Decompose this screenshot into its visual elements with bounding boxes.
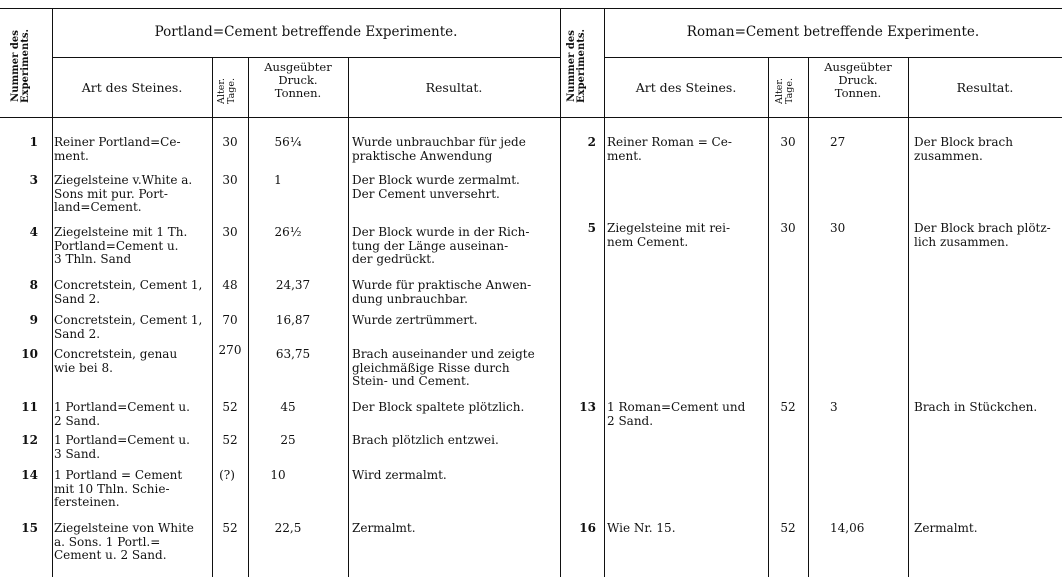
- experiment-number: 8: [29, 278, 38, 292]
- number-column-header-right: Nummer des Experiments.: [566, 29, 587, 103]
- experiment-number: 10: [21, 347, 38, 361]
- experiment-number: 14: [21, 468, 38, 482]
- stone-type: 1 Portland=Cement u. 3 Sand.: [54, 433, 190, 461]
- age-days: 30: [222, 225, 238, 239]
- column-rule: [348, 57, 349, 577]
- experiment-number-right: 16: [579, 521, 596, 535]
- pressure-tons: 56¼: [274, 135, 302, 149]
- age-column-header-right: Alter. Tage.: [774, 78, 795, 104]
- age-days: 70: [222, 313, 238, 327]
- pressure-column-header: Ausgeübter Druck. Tonnen.: [264, 60, 332, 100]
- stone-type: Concretstein, Cement 1, Sand 2.: [54, 313, 203, 341]
- experiment-number: 9: [29, 313, 38, 327]
- result-text: Der Block wurde in der Rich- tung der Länge auseinan- der gedrückt.: [352, 225, 530, 266]
- column-rule: [768, 57, 769, 577]
- age-days-right: 52: [780, 400, 796, 414]
- number-column-header: Nummer des Experiments.: [10, 29, 31, 103]
- age-days: (?): [219, 468, 235, 482]
- stone-type: Ziegelsteine von White a. Sons. 1 Portl.= Cement u. 2 Sand.: [54, 521, 194, 562]
- portland-group-title: Portland=Cement betreffende Experimente.: [154, 24, 458, 40]
- column-rule: [908, 57, 909, 577]
- stone-column-header-right: Art des Steines.: [635, 80, 737, 95]
- stone-column-header: Art des Steines.: [81, 80, 183, 95]
- result-text: Brach auseinander und zeigte gleichmäßige Risse durch Stein- und Cement.: [352, 347, 535, 388]
- stone-type: Ziegelsteine mit 1 Th. Portland=Cement u. 3 Thln. Sand: [54, 225, 188, 266]
- pressure-tons: 16,87: [275, 313, 311, 327]
- group-header-rule: [52, 57, 560, 58]
- experiment-number-right: 2: [587, 135, 596, 149]
- stone-type: Reiner Portland=Ce- ment.: [54, 135, 181, 163]
- age-days-right: 52: [780, 521, 796, 535]
- pressure-tons-right: 3: [830, 400, 838, 414]
- result-text: Wurde zertrümmert.: [352, 313, 478, 327]
- age-days: 270: [218, 343, 242, 357]
- result-text: Wird zermalmt.: [352, 468, 447, 482]
- stone-type: Concretstein, Cement 1, Sand 2.: [54, 278, 203, 306]
- pressure-tons: 10: [270, 468, 286, 482]
- stone-type: Ziegelsteine v.White a. Sons mit pur. Port- land=Cement.: [54, 173, 193, 214]
- experiment-number: 1: [29, 135, 38, 149]
- experiment-number-right: 5: [587, 221, 596, 235]
- age-days: 48: [222, 278, 238, 292]
- result-text: Zermalmt.: [352, 521, 416, 535]
- experiment-number: 11: [21, 400, 38, 414]
- result-column-header: Resultat.: [425, 80, 483, 95]
- experiment-number: 4: [29, 225, 38, 239]
- age-days: 30: [222, 173, 238, 187]
- age-days: 30: [222, 135, 238, 149]
- result-text: Der Block spaltete plötzlich.: [352, 400, 525, 414]
- stone-type-right: Ziegelsteine mit rei- nem Cement.: [607, 221, 731, 249]
- pressure-tons-right: 14,06: [830, 521, 865, 535]
- age-days: 52: [222, 521, 238, 535]
- age-days-right: 30: [780, 221, 796, 235]
- experiment-number: 12: [21, 433, 38, 447]
- stone-type-right: Wie Nr. 15.: [607, 521, 676, 535]
- result-text-right: Zermalmt.: [914, 521, 978, 535]
- group-header-rule-right: [604, 57, 1062, 58]
- age-days-right: 30: [780, 135, 796, 149]
- column-rule: [808, 57, 809, 577]
- pressure-tons: 45: [280, 400, 296, 414]
- pressure-tons: 1: [274, 173, 282, 187]
- experiment-number: 3: [29, 173, 38, 187]
- pressure-tons: 26½: [274, 225, 302, 239]
- result-text: Wurde unbrauchbar für jede praktische Anwendung: [352, 135, 526, 163]
- stone-type: Concretstein, genau wie bei 8.: [54, 347, 178, 375]
- pressure-tons-right: 27: [830, 135, 846, 149]
- pressure-tons-right: 30: [830, 221, 846, 235]
- experiment-number-right: 13: [579, 400, 596, 414]
- result-column-header-right: Resultat.: [956, 80, 1014, 95]
- pressure-tons: 25: [280, 433, 296, 447]
- column-rule: [560, 8, 561, 577]
- result-text-right: Brach in Stückchen.: [914, 400, 1038, 414]
- result-text: Wurde für praktische Anwen- dung unbrauchbar.: [352, 278, 532, 306]
- result-text: Brach plötzlich entzwei.: [352, 433, 499, 447]
- stone-type: 1 Portland = Cement mit 10 Thln. Schie- fersteinen.: [54, 468, 183, 509]
- result-text-right: Der Block brach zusammen.: [914, 135, 1013, 163]
- stone-type-right: Reiner Roman = Ce- ment.: [607, 135, 732, 163]
- experiment-number: 15: [21, 521, 38, 535]
- age-column-header: Alter. Tage.: [216, 78, 237, 104]
- header-bottom-rule: [0, 117, 1062, 118]
- pressure-tons: 24,37: [275, 278, 311, 292]
- result-text: Der Block wurde zermalmt. Der Cement unversehrt.: [352, 173, 520, 201]
- age-days: 52: [222, 433, 238, 447]
- age-days: 52: [222, 400, 238, 414]
- roman-group-title: Roman=Cement betreffende Experimente.: [686, 24, 980, 40]
- stone-type-right: 1 Roman=Cement und 2 Sand.: [607, 400, 746, 428]
- top-rule: [0, 8, 1062, 9]
- pressure-tons: 22,5: [274, 521, 302, 535]
- stone-type: 1 Portland=Cement u. 2 Sand.: [54, 400, 190, 428]
- pressure-column-header-right: Ausgeübter Druck. Tonnen.: [824, 60, 892, 100]
- result-text-right: Der Block brach plötz- lich zusammen.: [914, 221, 1051, 249]
- pressure-tons: 63,75: [275, 347, 311, 361]
